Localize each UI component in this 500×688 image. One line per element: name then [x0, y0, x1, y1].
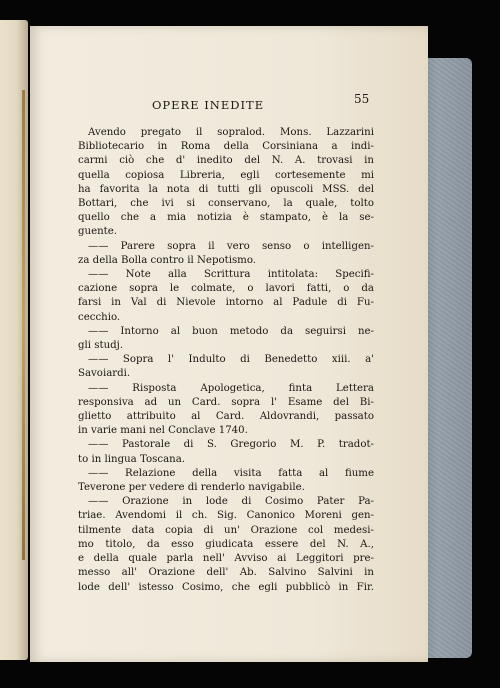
- text-line: messo all' Orazione dell' Ab. Salvino Salvini in: [78, 567, 374, 579]
- body-text: [78, 126, 374, 595]
- text-line: mo titolo, da esso giudicata essere del N. A.,: [78, 538, 374, 550]
- text-line: Savoiardi.: [78, 368, 131, 380]
- page-number: 55: [354, 92, 370, 106]
- text-line: responsiva ad un Card. sopra l' Esame del Bi-: [78, 396, 374, 408]
- text-line: guente.: [78, 226, 118, 238]
- binding-gutter: [22, 90, 25, 560]
- text-line: lode dell' istesso Cosimo, che egli pubblicò in Fir.: [78, 581, 374, 593]
- text-line: —— Risposta Apologetica, finta Lettera: [88, 382, 374, 394]
- text-line: —— Note alla Scrittura intitolata: Specifi-: [88, 269, 374, 281]
- text-line: Avendo pregato il sopralod. Mons. Lazzarini: [88, 127, 374, 138]
- text-line: carmi ciò che d' inedito del N. A. trovasi in: [78, 155, 374, 167]
- text-line: quello che a mia notizia è stampato, è la se-: [78, 212, 374, 224]
- text-line: Teverone per vedere di renderlo navigabile.: [78, 482, 305, 494]
- text-line: to in lingua Toscana.: [78, 453, 186, 465]
- text-line: za della Bolla contro il Nepotismo.: [78, 254, 257, 266]
- text-line: glietto attribuito al Card. Aldovrandi, passato: [78, 411, 374, 423]
- text-line: —— Relazione della visita fatta al fiume: [88, 467, 374, 479]
- text-line: —— Sopra l' Indulto di Benedetto xiii. a': [88, 354, 374, 366]
- text-line: Bibliotecario in Roma della Corsiniana a indi-: [78, 141, 374, 153]
- text-line: quella copiosa Libreria, egli cortesemente mi: [78, 169, 374, 181]
- text-line: cecchio.: [78, 311, 121, 323]
- text-line: —— Parere sopra il vero senso o intelligen-: [88, 240, 374, 252]
- text-line: Bottari, che ivi si conservano, la quale, tolto: [78, 198, 374, 210]
- text-line: —— Pastorale di S. Gregorio M. P. tradot-: [88, 439, 374, 451]
- text-line: gli studj.: [78, 340, 124, 352]
- text-line: e della quale parla nell' Avviso ai Leggitori pre-: [78, 553, 374, 565]
- text-line: —— Intorno al buon metodo da seguirsi ne-: [88, 325, 374, 337]
- text-line: triae. Avendomi il ch. Sig. Canonico Moreni gen-: [78, 510, 374, 522]
- text-line: in varie mani nel Conclave 1740.: [78, 425, 248, 437]
- text-line: farsi in Val di Nievole intorno al Padule di Fu-: [78, 297, 374, 309]
- text-line: tilmente data copia di un' Orazione col medesi-: [78, 524, 374, 536]
- text-line: ha favorita la nota di tutti gli opuscoli MSS. del: [78, 183, 374, 195]
- running-head: OPERE INEDITE: [152, 98, 265, 112]
- text-line: —— Orazione in lode di Cosimo Pater Pa-: [88, 496, 374, 508]
- text-line: cazione sopra le colmate, o lavori fatti, o da: [78, 283, 374, 295]
